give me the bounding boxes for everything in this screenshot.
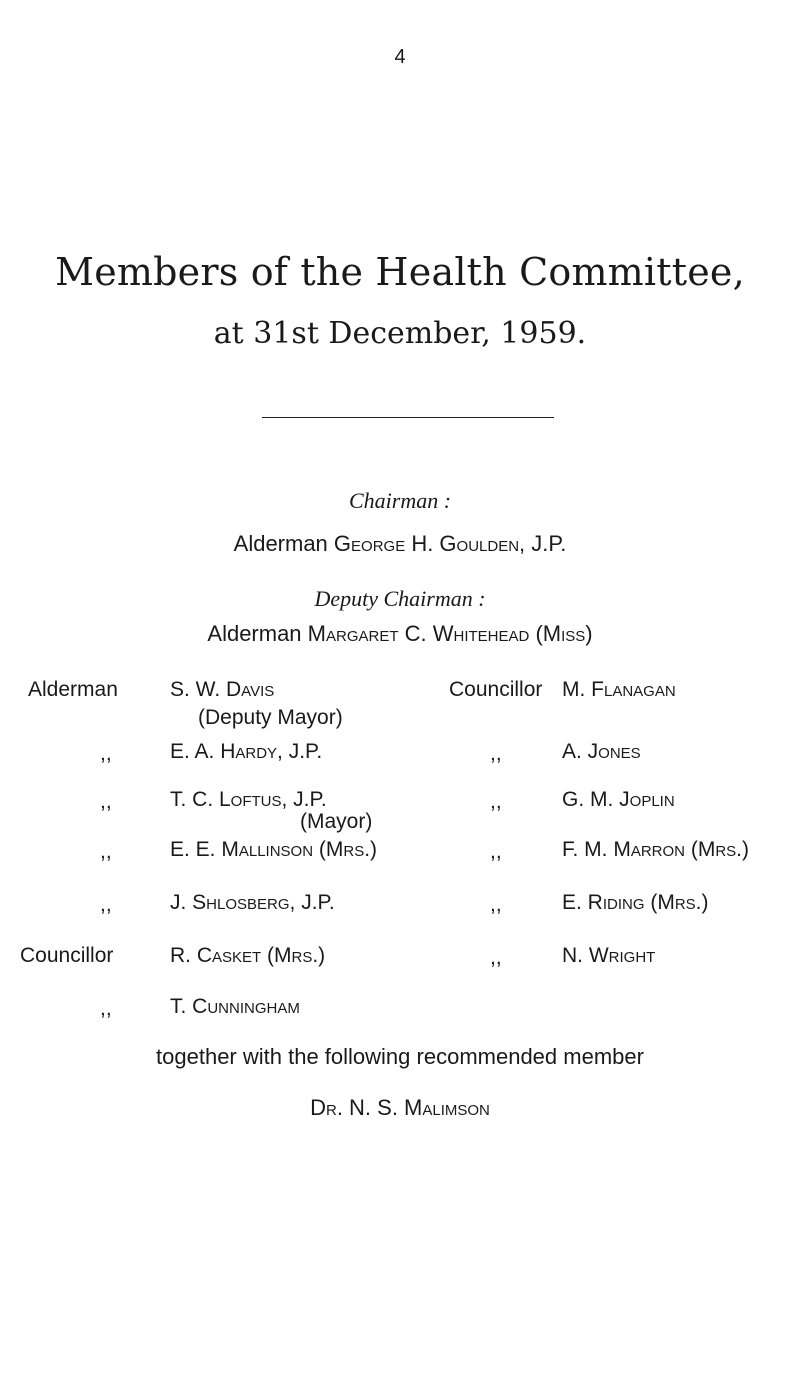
left-member-3-title: ,, (100, 790, 112, 813)
right-member-4-title: ,, (490, 840, 502, 863)
deputy-chairman-name: Margaret C. Whitehead (Miss) (307, 621, 593, 646)
page-number: 4 (394, 46, 406, 68)
closing-text: together with the following recommended member (156, 1044, 644, 1069)
right-member-6-name: N. Wright (562, 944, 656, 967)
chairman-label: Chairman : (348, 488, 452, 513)
right-member-4-name: F. M. Marron (Mrs.) (562, 838, 749, 861)
left-member-4-title: ,, (100, 840, 112, 863)
left-member-6-name: R. Casket (Mrs.) (170, 944, 326, 967)
left-member-5-name: J. Shlosberg, J.P. (170, 891, 335, 914)
right-member-1-title: Councillor (449, 678, 543, 701)
deputy-chairman-entry (0, 621, 800, 647)
right-member-6-title: ,, (490, 946, 502, 969)
right-member-2-name: A. Jones (562, 740, 641, 763)
left-member-1-name: S. W. Davis (170, 678, 275, 701)
left-member-6-title: Councillor (20, 944, 114, 967)
right-member-5-name: E. Riding (Mrs.) (562, 891, 709, 914)
left-member-3-name: T. C. Loftus, J.P. (170, 788, 327, 811)
left-member-4-name: E. E. Mallinson (Mrs.) (170, 838, 378, 861)
left-member-1-title: Alderman (28, 678, 118, 701)
right-member-3-name: G. M. Joplin (562, 788, 675, 811)
left-member-7-title: ,, (100, 997, 112, 1020)
left-member-1-note: (Deputy Mayor) (198, 706, 343, 729)
deputy-chairman-label: Deputy Chairman : (314, 586, 486, 611)
left-member-2-name: E. A. Hardy, J.P. (170, 740, 323, 763)
right-member-5-title: ,, (490, 893, 502, 916)
divider-rule (262, 417, 554, 418)
chairman-title: Alderman (233, 531, 328, 556)
left-member-7-name: T. Cunningham (170, 995, 300, 1018)
right-member-2-title: ,, (490, 742, 502, 765)
chairman-entry (0, 531, 800, 557)
page-subtitle: at 31st December, 1959. (213, 316, 587, 351)
left-member-2-title: ,, (100, 742, 112, 765)
deputy-chairman-title: Alderman (207, 621, 302, 646)
page-title: Members of the Health Committee, (55, 250, 745, 294)
chairman-name: George H. Goulden, J.P. (333, 531, 567, 556)
recommended-member: Dr. N. S. Malimson (310, 1095, 490, 1120)
left-member-3-note: (Mayor) (300, 810, 373, 833)
right-member-1-name: M. Flanagan (562, 678, 676, 701)
left-member-5-title: ,, (100, 893, 112, 916)
right-member-3-title: ,, (490, 790, 502, 813)
